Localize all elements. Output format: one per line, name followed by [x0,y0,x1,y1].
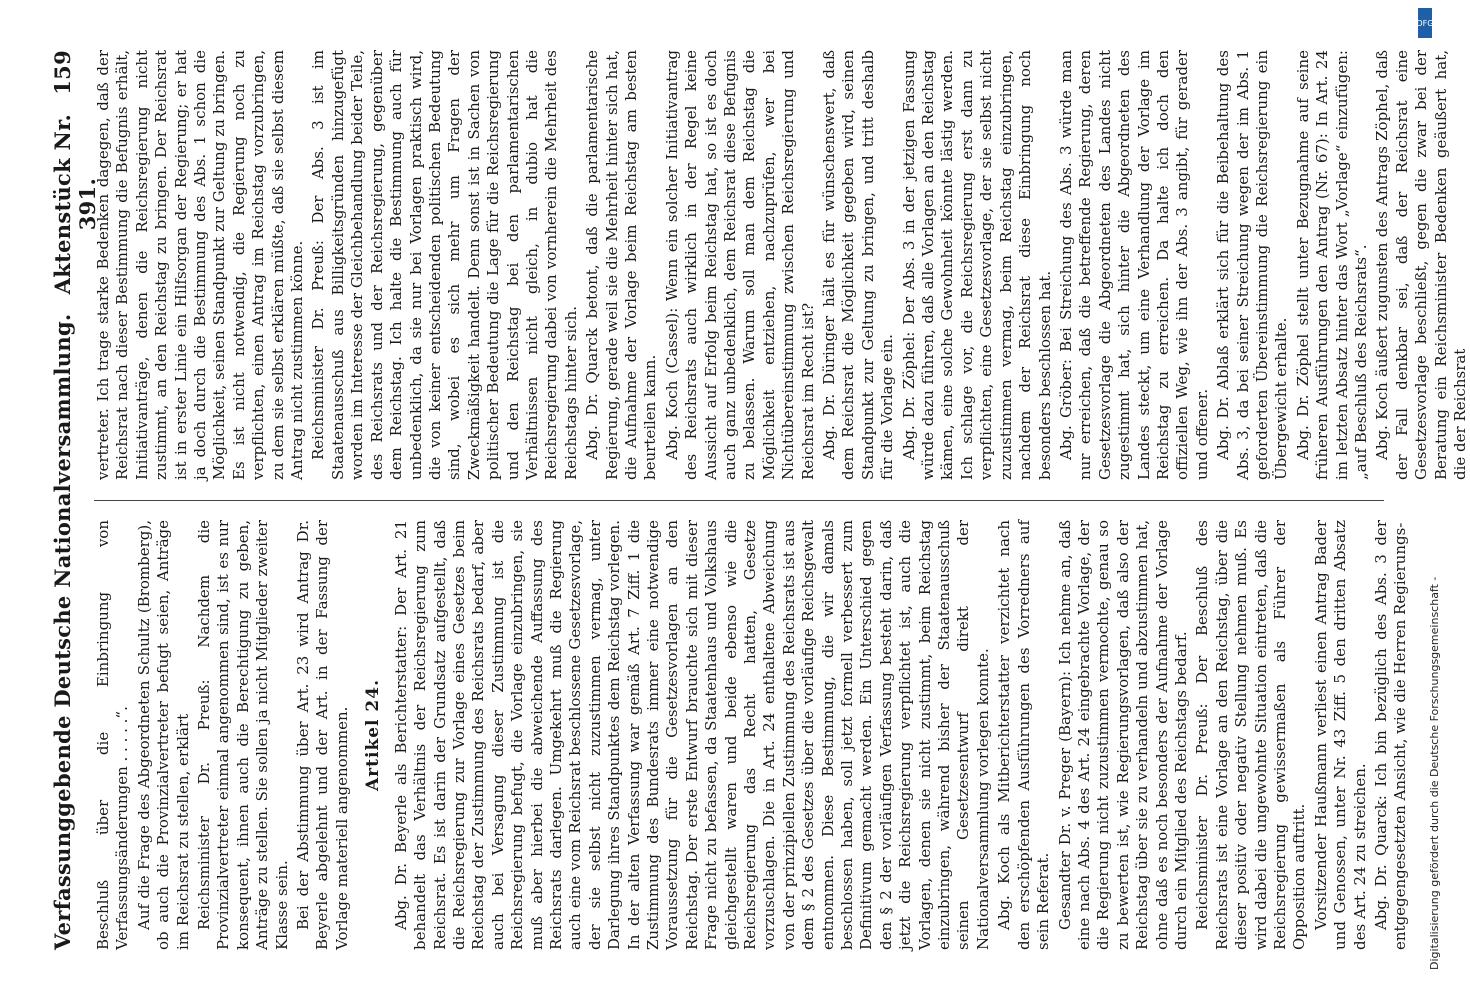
paragraph: Abg. Dr. Zöphel stellt unter Bezugnahme auf seine früheren Ausführungen den Antrag (Nr. 67): In Art. 24 im letzten Absatz hinter das Wort „Vorlage“ einzufügen: „auf Beschluß des Reichsrats“. [1293,50,1370,480]
running-head-document-number: Aktenstück Nr. 391. [50,113,100,295]
paragraph: Gesandter Dr. v. Preger (Bayern): Ich nehme an, daß eine nach Abs. 4 des Art. 24 eingebrachte Vorlage, der die Regierung nicht zuzustimmen vermochte, genau so zu bewerten ist, wie Regierungsvorlagen, daß also der Reichstag über sie zu verhandeln und abzustimmen hat, ohne daß es noch besonders der Aufnahme der Vorlage durch ein Mitglied des Reichstags bedarf. [1055,520,1190,950]
paragraph: Abg. Dr. Zöphel: Der Abs. 3 in der jetzigen Fassung würde dazu führen, daß alle Vorlagen an den Reichstag kämen, eine solche Gewohnheit könnte lästig werden. Ich schlage vor, die Reichsregierung erst dann zu verpflichten, eine Gesetzesvorlage, der sie selbst nicht zuzustimmen vermag, beim Reichstag einzubringen, nachdem der Reichsrat diese Einbringung noch besonders beschlossen hat. [899,50,1054,480]
column-divider [94,500,1384,501]
paragraph: Abg. Gröber: Bei Streichung des Abs. 3 würde man nur erreichen, daß die betreffende Regierung, deren Gesetzesvorlage die Abgeordneten des Landes nicht zugestimmt hat, sich hinter die Abgeordneten des Landes steckt, um eine Verhandlung der Vorlage im Reichstag zu erreichen. Da halte ich doch den offiziellen Weg, wie ihn der Abs. 3 angibt, für gerader und offener. [1056,50,1211,480]
paragraph: Abg. Dr. Quarck: Ich bin bezüglich des Abs. 3 der entgegengesetzten Ansicht, wie die Herren Regierungs- [1372,520,1410,950]
digitization-note-text: Digitalisierung gefördert durch die Deutsche Forschungsgemeinschaft - [1428,576,1441,970]
paragraph: Abg. Koch (Cassel): Wenn ein solcher Initiativantrag des Reichsrats auch wirklich in der Regel keine Aussicht auf Erfolg beim Reichstag hat, so ist es doch auch ganz unbedenklich, dem Reichsrat diese Befugnis zu belassen. Warum soll man dem Reichstag die Möglichkeit entziehen, nachzuprüfen, wer bei Nichtübereinstimmung zwischen Reichsregierung und Reichsrat im Recht ist? [662,50,817,480]
running-head [50,50,100,950]
paragraph: Abg. Dr. Quarck betont, daß die parlamentarische Regierung, gerade weil sie die Mehrheit hinter sich hat, die Aufnahme der Vorlage beim Reichstag am besten beurteilen kann. [583,50,660,480]
left-column [94,520,1410,950]
paragraph: Abg. Koch äußert zugunsten des Antrags Zöphel, daß der Fall denkbar sei, daß der Reichsrat eine Gesetzesvorlage beschließt, gegen die zwar bei der Beratung ein Reichsminister Bedenken geäußert hat, die der Reichsrat [1373,50,1470,480]
paragraph: Abg. Dr. Ablaß erklärt sich für die Beibehaltung des Abs. 3, da bei seiner Streichung wegen der im Abs. 1 geforderten Übereinstimmung die Reichsregierung ein Übergewicht erhalte. [1214,50,1291,480]
paragraph: Reichsminister Dr. Preuß: Der Beschluß des Reichsrats ist eine Vorlage an den Reichstag, über die dieser positiv oder negativ Stellung nehmen muß. Es wird dabei die ungewohnte Situation eintreten, daß die Reichsregierung gewissermaßen als Führer der Opposition auftritt. [1193,520,1309,950]
paragraph: Beschluß über die Einbringung von Verfassungsänderungen . . . . .“. [94,520,132,950]
paragraph: Abg. Dr. Düringer hält es für wünschenswert, daß dem Reichsrat die Möglichkeit gegeben wird, seinen Standpunkt zur Geltung zu bringen, und tritt deshalb für die Vorlage ein. [820,50,897,480]
page-number: 159 [50,50,75,95]
paragraph: vertreter. Ich trage starke Bedenken dagegen, daß der Reichsrat nach dieser Bestimmung die Befugnis erhält, Initiativanträge, denen die Reichsregierung nicht zustimmt, an den Reichstag zu bringen. Der Reichsrat ist in erster Linie ein Hilfsorgan der Regierung; er hat ja doch durch die Bestimmung des Abs. 1 schon die Möglichkeit, seinen Standpunkt zur Geltung zu bringen. Es ist nicht notwendig, die Regierung noch zu verpflichten, einen Antrag im Reichstag vorzubringen, zu dem sie selbst erklären müßte, daß sie selbst diesem Antrag nicht zustimmen könne. [94,50,307,480]
section-heading: Artikel 24. [363,679,384,792]
running-head-title: Verfassunggebende Deutsche Nationalversammlung. [50,313,75,950]
digitization-note [1416,10,1441,990]
paragraph: Auf die Frage des Abgeordneten Schultz (Bromberg), ob auch die Provinzialvertreter befugt seien, Anträge im Reichsrat zu stellen, erklärt [134,520,192,950]
right-column [94,50,1470,480]
paragraph: Bei der Abstimmung über Art. 23 wird Antrag Dr. Beyerle abgelehnt und der Art. in der Fassung der Vorlage materiell angenommen. [294,520,351,950]
dfg-logo-text: DFG [1416,18,1434,28]
paragraph: Abg. Dr. Beyerle als Berichterstatter: Der Art. 21 behandelt das Verhältnis der Reichsregierung zum Reichsrat. Es ist darin der Grundsatz aufgestellt, daß die Reichsregierung zur Vorlage eines Gesetzes beim Reichstag der Zustimmung des Reichsrats bedarf, aber auch bei Versagung dieser Zustimmung ist die Reichsregierung befugt, die Vorlage einzubringen, sie muß aber hierbei die abweichende Auffassung des Reichsrats darlegen. Umgekehrt muß die Regierung auch eine vom Reichsrat beschlossene Gesetzesvorlage, der sie selbst nicht zuzustimmen vermag, unter Darlegung ihres Standpunktes dem Reichstag vorlegen. In der alten Verfassung war gemäß Art. 7 Ziff. 1 die Zustimmung des Bundesrats immer eine notwendige Voraussetzung für die Gesetzesvorlagen an den Reichstag. Der erste Entwurf brauchte sich mit dieser Frage nicht zu befassen, da Staatenhaus und Volkshaus gleichgestellt waren und beide ebenso wie die Reichsregierung das Recht hatten, Gesetze vorzuschlagen. Die in Art. 24 enthaltene Abweichung von der prinzipiellen Zustimmung des Reichsrats ist aus dem § 2 des Gesetzes über die vorläufige Reichsgewalt entnommen. Diese Bestimmung, die wir damals beschlossen haben, soll jetzt formell verbessert zum Definitivum gemacht werden. Ein Unterschied gegen den § 2 der vorläufigen Verfassung besteht darin, daß jetzt die Reichsregierung verpflichtet ist, auch die Vorlagen, denen sie nicht zustimmt, beim Reichstag einzubringen, während bisher der Staatenausschuß seinen Gesetzesentwurf direkt der Nationalversammlung vorlegen konnte. [391,520,992,950]
paragraph: Vorsitzender Haußmann verliest einen Antrag Bader und Genossen, unter Nr. 43 Ziff. 5 den dritten Absatz des Art. 24 zu streichen. [1311,520,1369,950]
paragraph: Abg. Koch als Mitberichterstatter verzichtet nach den erschöpfenden Ausführungen des Vorredners auf sein Referat. [995,520,1053,950]
paragraph: Reichsminister Dr. Preuß: Der Abs. 3 ist im Staatenausschuß aus Billigkeitsgründen hinzugefügt worden im Interesse der Gleichbehandlung beider Teile, des Reichsrats und der Reichsregierung, gegenüber dem Reichstag. Ich halte die Bestimmung auch für unbedenklich, da sie nur bei Vorlagen praktisch wird, die von keiner entscheidenden politischen Bedeutung sind, wobei es sich mehr um Fragen der Zweckmäßigkeit handelt. Denn sonst ist in Sachen von politischer Bedeutung die Lage für die Reichsregierung und den Reichstag bei den parlamentarischen Verhältnissen nicht gleich, in dubio hat die Reichsregierung dabei von vornherein die Mehrheit des Reichstags hinter sich. [309,50,580,480]
paragraph: Reichsminister Dr. Preuß: Nachdem die Provinzialvertreter einmal angenommen sind, ist es nur konsequent, ihnen auch die Berechtigung zu geben, Anträge zu stellen. Sie sollen ja nicht Mitglieder zweiter Klasse sein. [195,520,291,950]
